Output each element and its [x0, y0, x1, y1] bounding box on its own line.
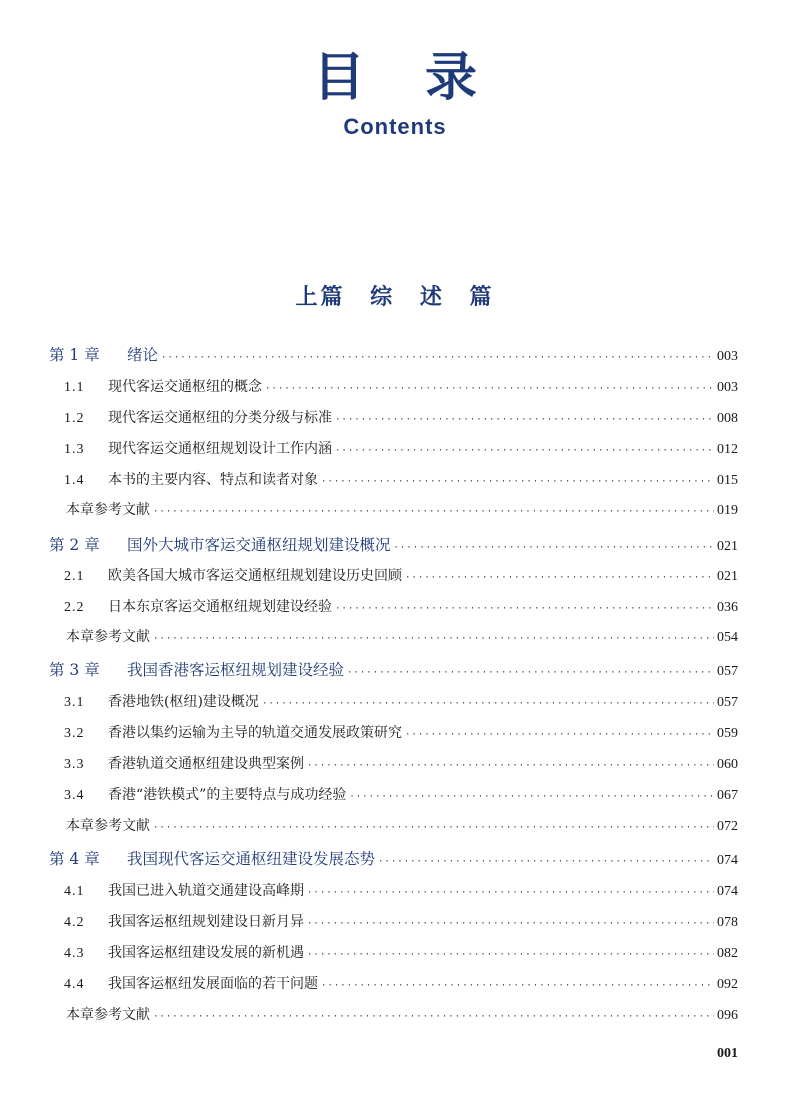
part-title-char: 述: [419, 284, 445, 310]
dot-leader: [321, 470, 714, 494]
toc-section-1-1[interactable]: [64, 375, 738, 399]
chapter-title: 我国香港客运枢纽规划建设经验: [127, 661, 345, 679]
section-number: 4.2: [64, 915, 85, 930]
toc-section-4-2[interactable]: [64, 910, 738, 934]
dot-leader: [153, 500, 714, 524]
page-number: 092: [717, 977, 738, 992]
dot-leader: [262, 692, 714, 716]
toc-references-1[interactable]: [66, 498, 738, 522]
references-title: 本章参考文献: [66, 1007, 150, 1023]
toc-references-2[interactable]: [66, 625, 738, 649]
dot-leader: [153, 1005, 714, 1029]
section-number: 2.1: [64, 569, 85, 584]
page-number: 067: [717, 788, 738, 803]
section-title: 我国客运枢纽发展面临的若干问题: [108, 976, 318, 992]
page-number: 057: [717, 664, 738, 679]
section-title: 我国客运枢纽建设发展的新机遇: [108, 945, 304, 961]
references-title: 本章参考文献: [66, 629, 150, 645]
toc-section-3-2[interactable]: [64, 721, 738, 745]
toc-section-4-4[interactable]: [64, 972, 738, 996]
dot-leader: [405, 566, 714, 590]
dot-leader: [394, 536, 714, 560]
page-number: 060: [717, 757, 738, 772]
toc-section-4-1[interactable]: [64, 879, 738, 903]
dot-leader: [307, 881, 714, 905]
page-number: 074: [717, 853, 738, 868]
dot-leader: [307, 754, 714, 778]
section-title: 日本东京客运交通枢纽规划建设经验: [108, 599, 332, 615]
dot-leader: [307, 943, 714, 967]
dot-leader: [153, 816, 714, 840]
dot-leader: [321, 974, 714, 998]
page-number: 036: [717, 600, 738, 615]
section-number: 3.2: [64, 726, 85, 741]
toc-section-1-3[interactable]: [64, 437, 738, 461]
dot-leader: [405, 723, 714, 747]
chapter-title: 我国现代客运交通枢纽建设发展态势: [127, 850, 376, 868]
dot-leader: [349, 785, 714, 809]
dot-leader: [265, 377, 714, 401]
chapter-title: 绪论: [127, 346, 159, 364]
chapter-number: 第 4 章: [49, 850, 100, 868]
toc-section-2-1[interactable]: [64, 564, 738, 588]
section-number: 4.1: [64, 884, 85, 899]
page-title-en: Contents: [343, 114, 447, 139]
section-title: 香港地铁(枢纽)建设概况: [108, 694, 259, 710]
dot-leader: [153, 627, 714, 651]
section-title: 我国已进入轨道交通建设高峰期: [108, 883, 304, 899]
page-number: 021: [717, 539, 738, 554]
page-number: 078: [717, 915, 738, 930]
toc-references-3[interactable]: [66, 814, 738, 838]
page-number: 059: [717, 726, 738, 741]
section-number: 3.3: [64, 757, 85, 772]
section-number: 3.4: [64, 788, 85, 803]
section-number: 1.2: [64, 411, 85, 426]
section-number: 1.4: [64, 473, 85, 488]
toc-chapter-3[interactable]: [49, 658, 738, 682]
toc-chapter-2[interactable]: [49, 533, 738, 557]
section-title: 本书的主要内容、特点和读者对象: [108, 472, 318, 488]
part-title-word: 上篇: [295, 284, 346, 310]
page-number: 021: [717, 569, 738, 584]
page-number: 008: [717, 411, 738, 426]
chapter-title: 国外大城市客运交通枢纽规划建设概况: [127, 536, 391, 554]
toc-section-1-2[interactable]: [64, 406, 738, 430]
section-title: 香港以集约运输为主导的轨道交通发展政策研究: [108, 725, 402, 741]
section-number: 1.1: [64, 380, 85, 395]
toc-section-3-1[interactable]: [64, 690, 738, 714]
dot-leader: [307, 912, 714, 936]
section-title: 现代客运交通枢纽的概念: [108, 379, 262, 395]
page-number: 072: [717, 819, 738, 834]
page-number: 019: [717, 503, 738, 518]
dot-leader: [335, 408, 714, 432]
dot-leader: [347, 661, 714, 685]
toc-section-3-4[interactable]: [64, 783, 738, 807]
page-number: 054: [717, 630, 738, 645]
section-title: 现代客运交通枢纽的分类分级与标准: [108, 410, 332, 426]
page-number: 015: [717, 473, 738, 488]
page-number: 057: [717, 695, 738, 710]
chapter-number: 第 3 章: [49, 661, 100, 679]
toc-section-2-2[interactable]: [64, 595, 738, 619]
toc-chapter-1[interactable]: [49, 343, 738, 367]
chapter-number: 第 2 章: [49, 536, 100, 554]
section-title: 现代客运交通枢纽规划设计工作内涵: [108, 441, 332, 457]
toc-section-1-4[interactable]: [64, 468, 738, 492]
section-number: 1.3: [64, 442, 85, 457]
section-title: 香港轨道交通枢纽建设典型案例: [108, 756, 304, 772]
dot-leader: [378, 850, 714, 874]
section-number: 4.4: [64, 977, 85, 992]
section-number: 3.1: [64, 695, 85, 710]
toc-chapter-4[interactable]: [49, 847, 738, 871]
part-title-char: 篇: [469, 284, 495, 310]
page-title-cn: 目录: [312, 47, 537, 108]
folio-page-number: 001: [717, 1046, 738, 1061]
page-number: 003: [717, 349, 738, 364]
page-number: 012: [717, 442, 738, 457]
section-number: 2.2: [64, 600, 85, 615]
chapter-number: 第 1 章: [49, 346, 100, 364]
part-title-char: 综: [370, 284, 396, 310]
toc-references-4[interactable]: [66, 1003, 738, 1027]
page-number: 003: [717, 380, 738, 395]
section-title: 欧美各国大城市客运交通枢纽规划建设历史回顾: [108, 568, 402, 584]
page-number: 096: [717, 1008, 738, 1023]
section-number: 4.3: [64, 946, 85, 961]
references-title: 本章参考文献: [66, 502, 150, 518]
dot-leader: [335, 597, 714, 621]
page-number: 074: [717, 884, 738, 899]
toc-section-3-3[interactable]: [64, 752, 738, 776]
references-title: 本章参考文献: [66, 818, 150, 834]
dot-leader: [335, 439, 714, 463]
section-title: 我国客运枢纽规划建设日新月异: [108, 914, 304, 930]
dot-leader: [161, 346, 714, 370]
toc-section-4-3[interactable]: [64, 941, 738, 965]
page-number: 082: [717, 946, 738, 961]
section-title: 香港“港铁模式”的主要特点与成功经验: [108, 787, 347, 803]
